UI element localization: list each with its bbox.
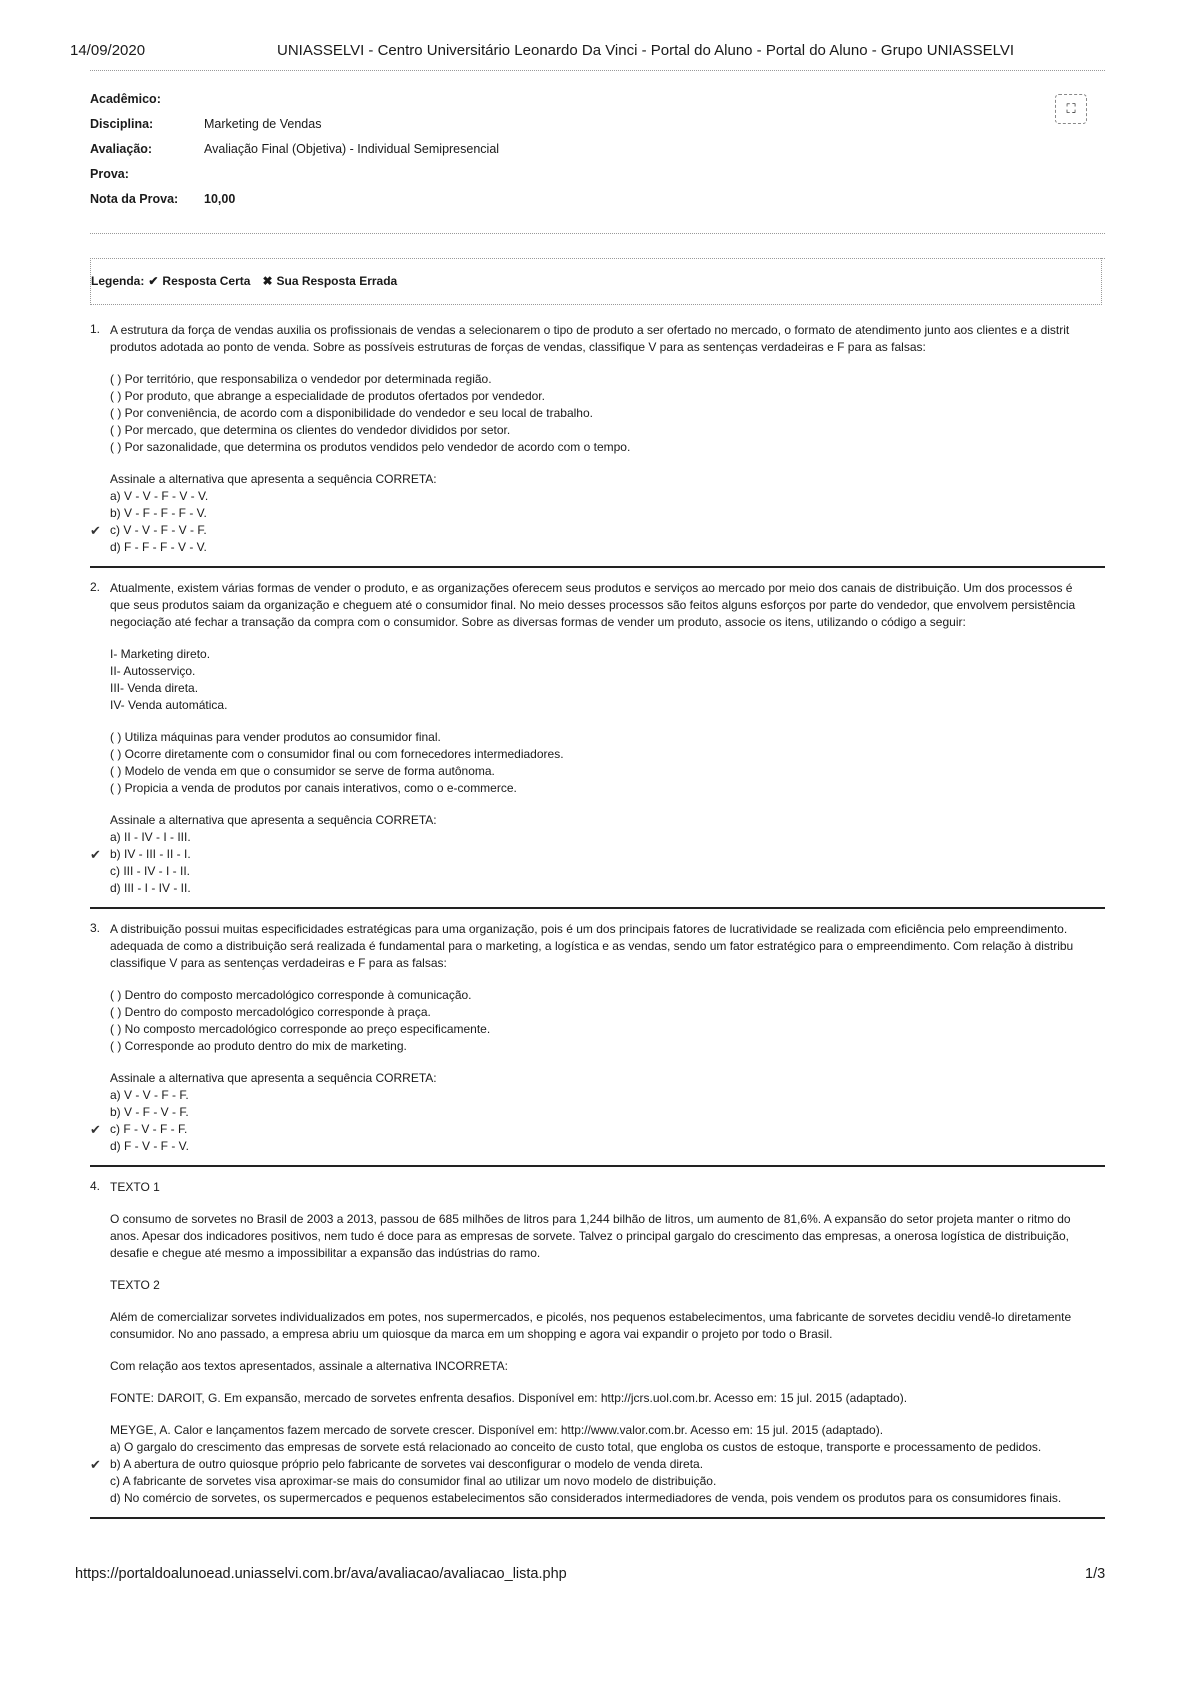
x-icon: ✖ — [262, 274, 273, 288]
statement: ( ) Por sazonalidade, que determina os produtos vendidos pelo vendedor de acordo com o tempo. — [110, 440, 631, 454]
text-title: TEXTO 1 — [110, 1180, 160, 1194]
question-text: que seus produtos saiam da organização e cheguem até o consumidor final. No meio desses processos são feitos alguns esforços por parte do vendedor, que envolvem persistência — [110, 598, 1076, 612]
paragraph: consumidor. No ano passado, a empresa abriu um quiosque da marca em um shopping e agora vai expandir o projeto por todo o Brasil. — [110, 1327, 833, 1341]
option-text: c) III - IV - I - II. — [110, 864, 190, 878]
statement: ( ) Ocorre diretamente com o consumidor final ou com fornecedores intermediadores. — [110, 747, 564, 761]
option-text: d) III - I - IV - II. — [110, 881, 191, 895]
text-1 — [110, 1211, 1105, 1262]
info-row — [90, 186, 499, 211]
answer-option[interactable] — [110, 1490, 1105, 1507]
question-text: adequada de como a distribuição será realizada é fundamental para o marketing, a logística e as vendas, sendo um fator estratégico para o empreendimento. Com relação à distribu — [110, 939, 1074, 953]
expand-icon[interactable]: ⛶ — [1055, 94, 1087, 124]
answer-option[interactable] — [90, 1121, 1105, 1138]
answer-option[interactable] — [110, 863, 1105, 880]
statements — [110, 987, 1105, 1055]
option-text: b) IV - III - II - I. — [110, 847, 191, 861]
options — [90, 471, 1105, 556]
question-number: 3. — [90, 921, 101, 935]
option-text: d) F - V - F - V. — [110, 1139, 189, 1153]
statements — [110, 371, 1105, 456]
paragraph: desafie e chegue até mesmo a impossibilitar a expansão das indústrias do ramo. — [110, 1246, 541, 1260]
info-label: Prova: — [90, 166, 129, 181]
separator — [90, 566, 1105, 568]
answer-option[interactable] — [110, 505, 1105, 522]
page-title: UNIASSELVI - Centro Universitário Leonardo Da Vinci - Portal do Aluno - Portal do Aluno - Grupo UNIASSELVI — [277, 42, 1015, 59]
check-icon: ✔ — [90, 1457, 101, 1472]
question — [90, 1179, 1105, 1519]
question-text: produtos adotada ao ponto de venda. Sobre as possíveis estruturas de forças de vendas, classifique V para as sentenças verdadeiras e F para as falsas: — [110, 340, 926, 354]
info-label: Disciplina: — [90, 116, 154, 131]
option-text: c) A fabricante de sorvetes visa aproximar-se mais do consumidor final ao utilizar um novo modelo de distribuição. — [110, 1474, 717, 1488]
prompt: Com relação aos textos apresentados, assinale a alternativa INCORRETA: — [110, 1359, 508, 1373]
statement: ( ) Propicia a venda de produtos por canais interativos, como o e-commerce. — [110, 781, 517, 795]
legend-wrong: Sua Resposta Errada — [276, 274, 398, 288]
prompt: Assinale a alternativa que apresenta a sequência CORRETA: — [110, 1071, 437, 1085]
paragraph: O consumo de sorvetes no Brasil de 2003 a 2013, passou de 685 milhões de litros para 1,244 bilhão de litros, um aumento de 81,6%. A expansão do setor projeta manter o ritmo do — [110, 1212, 1071, 1226]
items-list — [110, 646, 1105, 714]
answer-option[interactable] — [90, 1456, 1105, 1473]
question-text: Atualmente, existem várias formas de vender o produto, e as organizações oferecem seus produtos e serviços ao mercado por meio dos canais de distribuição. Um dos processos é — [110, 581, 1073, 595]
question — [90, 322, 1105, 568]
question-text: classifique V para as sentenças verdadeiras e F para as falsas: — [110, 956, 447, 970]
separator — [90, 1165, 1105, 1167]
question-text: A estrutura da força de vendas auxilia os profissionais de vendas a selecionarem o tipo de produto a ser ofertado no mercado, o formato de atendimento junto aos clientes e a distrit — [110, 323, 1070, 337]
statement: ( ) Utiliza máquinas para vender produtos ao consumidor final. — [110, 730, 441, 744]
answer-option[interactable] — [90, 846, 1105, 863]
legend — [90, 258, 1102, 305]
info-row — [90, 161, 499, 186]
paragraph: anos. Apesar dos indicadores positivos, nem tudo é doce para as empresas de sorvete. Talvez o principal gargalo do crescimento das empresas, a onerosa logística de distribuição, — [110, 1229, 1069, 1243]
option-text: a) V - V - F - F. — [110, 1088, 189, 1102]
option-text: b) V - F - F - F - V. — [110, 506, 207, 520]
check-icon: ✔ — [90, 523, 101, 538]
answer-option[interactable] — [110, 880, 1105, 897]
check-icon: ✔ — [90, 847, 101, 862]
info-row — [90, 86, 499, 111]
info-label: Avaliação: — [90, 141, 153, 156]
statement: ( ) Dentro do composto mercadológico corresponde à praça. — [110, 1005, 431, 1019]
print-date: 14/09/2020 — [70, 42, 146, 59]
paragraph: Além de comercializar sorvetes individualizados em potes, nos supermercados, e picolés, nos pequenos estabelecimentos, uma fabricante de sorvetes decidiu vendê-lo diretamente — [110, 1310, 1072, 1324]
source: FONTE: DAROIT, G. Em expansão, mercado de sorvetes enfrenta desafios. Disponível em: http://jcrs.uol.com.br. Acesso em: 15 jul. 2015 (adaptado). — [110, 1391, 908, 1405]
item: II- Autosserviço. — [110, 664, 196, 678]
statement: ( ) Por território, que responsabiliza o vendedor por determinada região. — [110, 372, 492, 386]
answer-option[interactable] — [110, 488, 1105, 505]
question — [90, 580, 1105, 909]
info-value: Avaliação Final (Objetiva) - Individual Semipresencial — [204, 141, 500, 156]
divider — [90, 70, 1105, 71]
answer-option[interactable] — [110, 1138, 1105, 1155]
info-label: Acadêmico: — [90, 91, 161, 106]
statement: ( ) Modelo de venda em que o consumidor se serve de forma autônoma. — [110, 764, 495, 778]
question-text: A distribuição possui muitas especificidades estratégicas para uma organização, pois é um dos principais fatores de lucratividade se realizada com eficiência pelo empreendimento. — [110, 922, 1068, 936]
option-text: b) A abertura de outro quiosque próprio pelo fabricante de sorvetes vai desconfigurar o modelo de venda direta. — [110, 1457, 704, 1471]
options — [90, 812, 1105, 897]
answer-option[interactable] — [110, 1087, 1105, 1104]
info-row — [90, 111, 499, 136]
option-text: a) V - V - F - V - V. — [110, 489, 209, 503]
statement: ( ) Por mercado, que determina os clientes do vendedor divididos por setor. — [110, 423, 511, 437]
question-number: 1. — [90, 322, 101, 336]
separator — [90, 1517, 1105, 1519]
page-number: 1/3 — [1085, 1566, 1106, 1582]
legend-label: Legenda: — [91, 274, 145, 288]
question-number: 4. — [90, 1179, 101, 1193]
option-text: d) F - F - F - V - V. — [110, 540, 207, 554]
statement: ( ) Corresponde ao produto dentro do mix de marketing. — [110, 1039, 407, 1053]
prompt: Assinale a alternativa que apresenta a sequência CORRETA: — [110, 472, 437, 486]
statement: ( ) Por conveniência, de acordo com a disponibilidade do vendedor e seu local de trabalho. — [110, 406, 593, 420]
divider — [90, 233, 1105, 234]
check-icon: ✔ — [90, 1122, 101, 1137]
answer-option[interactable] — [110, 829, 1105, 846]
option-text: c) F - V - F - F. — [110, 1122, 188, 1136]
questions-list — [90, 322, 1105, 1531]
statements — [110, 729, 1105, 797]
info-value: 10,00 — [204, 191, 236, 206]
answer-option[interactable] — [110, 1473, 1105, 1490]
info-value: Marketing de Vendas — [204, 116, 322, 131]
separator — [90, 907, 1105, 909]
question — [90, 921, 1105, 1167]
question-number: 2. — [90, 580, 101, 594]
statement: ( ) Dentro do composto mercadológico corresponde à comunicação. — [110, 988, 472, 1002]
answer-option[interactable] — [110, 1439, 1105, 1456]
text-title: TEXTO 2 — [110, 1278, 160, 1292]
page-url: https://portaldoalunoead.uniasselvi.com.br/ava/avaliacao/avaliacao_lista.php — [75, 1566, 567, 1582]
item: I- Marketing direto. — [110, 647, 211, 661]
text-2 — [110, 1309, 1105, 1343]
legend-correct: Resposta Certa — [162, 274, 251, 288]
option-text: a) O gargalo do crescimento das empresas de sorvete está relacionado ao conceito de custo total, que engloba os custos de estoque, transporte e processamento de pedidos. — [110, 1440, 1042, 1454]
item: IV- Venda automática. — [110, 698, 228, 712]
info-row — [90, 136, 499, 161]
statement: ( ) No composto mercadológico corresponde ao preço especificamente. — [110, 1022, 491, 1036]
info-label: Nota da Prova: — [90, 191, 179, 206]
option-text: b) V - F - V - F. — [110, 1105, 189, 1119]
option-text: a) II - IV - I - III. — [110, 830, 191, 844]
question-text: negociação até fechar a transação da compra com o consumidor. Sobre as diversas formas de vender um produto, associe os itens, utilizando o código a seguir: — [110, 615, 966, 629]
check-icon: ✔ — [148, 274, 159, 288]
statement: ( ) Por produto, que abrange a especialidade de produtos ofertados por vendedor. — [110, 389, 545, 403]
exam-info — [90, 86, 499, 211]
prompt: Assinale a alternativa que apresenta a sequência CORRETA: — [110, 813, 437, 827]
source: MEYGE, A. Calor e lançamentos fazem mercado de sorvete crescer. Disponível em: http://www.valor.com.br. Acesso em: 15 jul. 2015 (adaptado). — [110, 1423, 884, 1437]
options — [90, 1070, 1105, 1155]
item: III- Venda direta. — [110, 681, 199, 695]
option-text: d) No comércio de sorvetes, os supermercados e pequenos estabelecimentos são considerados intermediadores de venda, pois vendem os produtos para os consumidores finais. — [110, 1491, 1062, 1505]
answer-option[interactable] — [110, 539, 1105, 556]
answer-option[interactable] — [90, 522, 1105, 539]
answer-option[interactable] — [110, 1104, 1105, 1121]
option-text: c) V - V - F - V - F. — [110, 523, 207, 537]
